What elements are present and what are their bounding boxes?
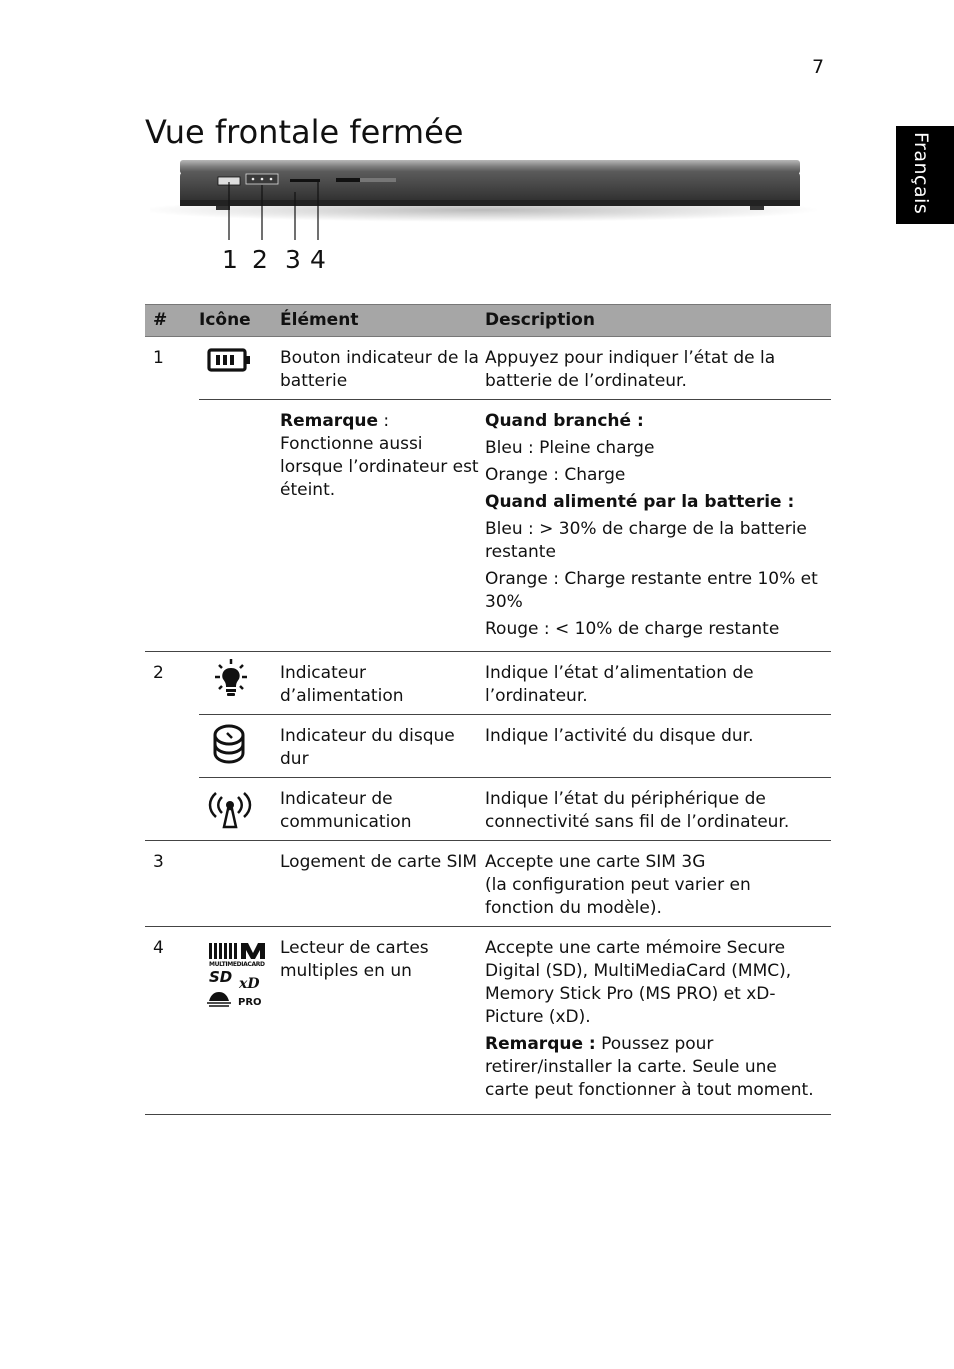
description-power: Indique l’état d’alimentation de l’ordinateur.: [485, 652, 831, 715]
header-icon: Icône: [199, 305, 280, 337]
battery-note-icon-cell: [199, 400, 280, 652]
battery-icon: [207, 347, 253, 375]
sim-icon-cell: [199, 841, 280, 927]
xd-logo: xD: [239, 976, 260, 992]
battery-note-label: Remarque: [280, 411, 378, 431]
language-tab: [896, 126, 954, 224]
indicator-led-1: [252, 178, 255, 181]
laptop-foot-right: [750, 206, 764, 210]
element-hdd: Indicateur du disque dur: [280, 715, 485, 778]
callout-label-1: 1: [222, 245, 238, 274]
card-icon-cell: [199, 927, 280, 1115]
row-num-3: 3: [145, 841, 199, 927]
description-sim: [485, 841, 831, 927]
battery-note-text: : Fonctionne aussi lorsque l’ordinateur est éteint.: [280, 411, 479, 500]
row-num-2: 2: [145, 652, 199, 841]
laptop-front-view-figure: [150, 152, 830, 282]
header-description: Description: [485, 305, 831, 337]
sim-slot: [290, 179, 320, 182]
table-row-communication: [145, 778, 831, 841]
hdd-icon-cell: [199, 715, 280, 778]
callout-label-2: 2: [252, 245, 268, 274]
laptop-lid: [180, 160, 800, 174]
header-num: #: [145, 305, 199, 337]
table-row-card-reader: [145, 927, 831, 1115]
battery-red: Rouge : < 10% de charge restante: [485, 619, 780, 639]
front-view-table: [145, 304, 831, 1115]
comm-icon-cell: [199, 778, 280, 841]
card-reader-note: [485, 1033, 825, 1102]
description-card-reader: [485, 927, 831, 1115]
element-communication: Indicateur de communication: [280, 778, 485, 841]
description-sim-line-1: Accepte une carte SIM 3G: [485, 852, 706, 872]
table-row-battery: [145, 337, 831, 400]
row-num-4: 4: [145, 927, 199, 1115]
ms-pro-logo-text: PRO: [238, 997, 262, 1008]
card-reader-note-label: Remarque :: [485, 1034, 596, 1054]
callout-label-3: 3: [285, 245, 301, 274]
power-indicator-icon: [209, 658, 253, 700]
battery-blue: Bleu : > 30% de charge de la batterie restante: [485, 519, 807, 562]
callout-label-4: 4: [310, 245, 326, 274]
mmc-logo: [209, 943, 265, 968]
card-formats-icon: [201, 939, 271, 1009]
laptop-foot-left: [216, 206, 230, 210]
table-row-battery-note: [145, 400, 831, 652]
battery-heading: Quand alimenté par la batterie :: [485, 492, 795, 512]
battery-orange: Orange : Charge restante entre 10% et 30%: [485, 569, 818, 612]
hard-disk-icon: [209, 723, 249, 765]
element-battery: Bouton indicateur de la batterie: [280, 337, 485, 400]
indicator-led-3: [270, 178, 273, 181]
element-power: Indicateur d’alimentation: [280, 652, 485, 715]
table-header-row: [145, 305, 831, 337]
battery-note: [280, 400, 485, 652]
card-logos-strip: [360, 178, 396, 182]
plugged-heading: Quand branché :: [485, 411, 644, 431]
description-hdd: Indique l’activité du disque dur.: [485, 715, 831, 778]
table-row-power: [145, 652, 831, 715]
table-row-hdd: [145, 715, 831, 778]
plugged-orange: Orange : Charge: [485, 465, 626, 485]
mmc-logo-text: MULTIMEDIACARD: [209, 961, 265, 968]
description-sim-line-2: (la configuration peut varier en fonction du modèle).: [485, 875, 751, 918]
element-sim: Logement de carte SIM: [280, 841, 485, 927]
header-element: Élément: [280, 305, 485, 337]
description-communication: Indique l’état du périphérique de connectivité sans fil de l’ordinateur.: [485, 778, 831, 841]
element-card-reader: Lecteur de cartes multiples en un: [280, 927, 485, 1115]
row-num-1: 1: [145, 337, 199, 652]
battery-status-description: [485, 400, 831, 652]
page-number: 7: [812, 56, 825, 78]
plugged-blue: Bleu : Pleine charge: [485, 438, 655, 458]
battery-icon-cell: [199, 337, 280, 400]
page-title: Vue frontale fermée: [145, 113, 464, 151]
wireless-icon: [207, 790, 253, 830]
description-card-reader-main: Accepte une carte mémoire Secure Digital (SD), MultiMediaCard (MMC), Memory Stick Pro (MS PRO) et xD-Picture (xD).: [485, 938, 792, 1027]
power-icon-cell: [199, 652, 280, 715]
description-battery: Appuyez pour indiquer l’état de la batterie de l’ordinateur.: [485, 337, 831, 400]
indicator-led-2: [261, 178, 264, 181]
table-row-sim: [145, 841, 831, 927]
sd-logo: SD: [209, 968, 233, 986]
laptop-base-edge: [180, 200, 800, 206]
language-tab-label: Français: [910, 132, 932, 215]
card-reader-note-text: Poussez pour retirer/installer la carte. Seule une carte peut fonctionner à tout moment.: [485, 1034, 814, 1100]
memory-stick-logo: [207, 992, 262, 1008]
